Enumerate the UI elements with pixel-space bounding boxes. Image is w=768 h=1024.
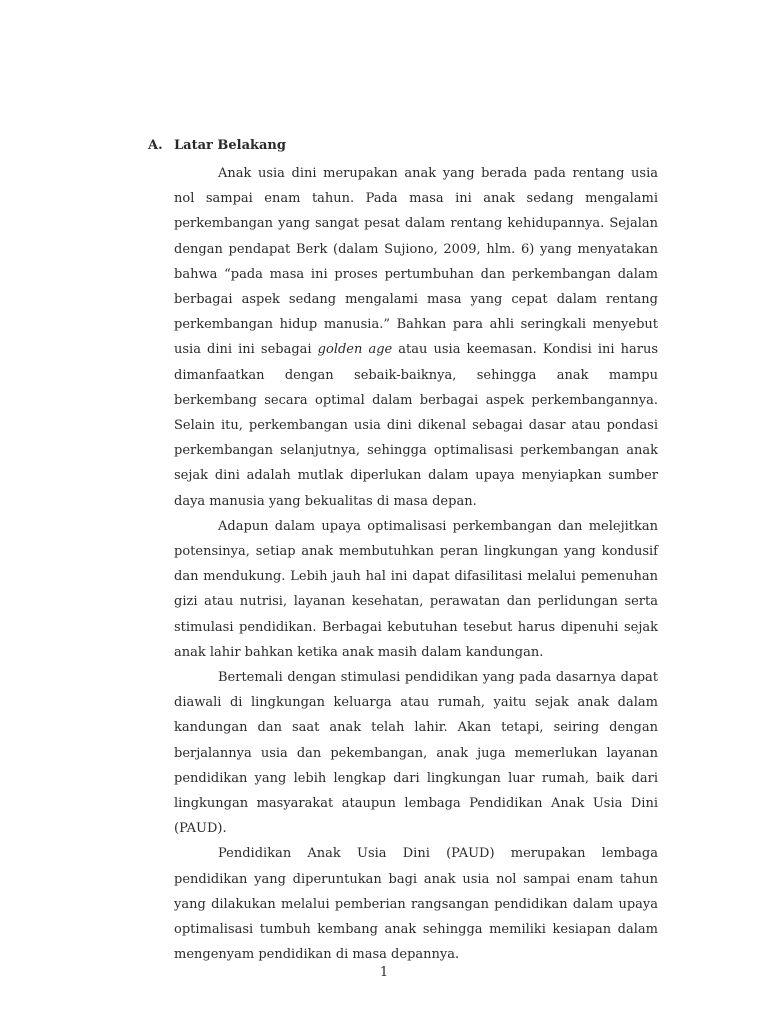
paragraph-4: Pendidikan Anak Usia Dini (PAUD) merupakan lembaga pendidikan yang diperuntukan bagi anak usia nol sampai enam tahun yang dilakukan melalui pemberian rangsangan pendidikan dalam upaya optimalisasi tumbuh kembang anak sehingga memiliki kesiapan dalam mengenyam pendidikan di masa depannya. (174, 846, 658, 963)
section-title: Latar Belakang (174, 138, 286, 153)
body-text (174, 161, 658, 968)
paragraph-3: Bertemali dengan stimulasi pendidikan yang pada dasarnya dapat diawali di lingkungan keluarga atau rumah, yaitu sejak anak dalam kandungan dan saat anak telah lahir. Akan tetapi, seiring dengan berjalannya usia dan pekembangan, anak juga memerlukan layanan pendidikan yang lebih lengkap dari lingkungan luar rumah, baik dari lingkungan masyarakat ataupun lembaga Pendidikan Anak Usia Dini (PAUD). (174, 670, 658, 837)
paragraph-1 (174, 161, 658, 514)
section-heading (148, 137, 286, 155)
section-letter: A. (148, 138, 163, 153)
paragraph-1-text-cont: atau usia keemasan. Kondisi ini harus dimanfaatkan dengan sebaik-baiknya, sehingga anak mampu berkembang secara optimal dalam berbagai aspek perkembangannya. Selain itu, perkembangan usia dini dikenal sebagai dasar atau pondasi perkembangan selanjutnya, sehingga optimalisasi perkembangan anak sejak dini adalah mutlak diperlukan dalam upaya menyiapkan sumber daya manusia yang bekualitas di masa depan. (174, 342, 658, 509)
page-number: 1 (379, 965, 389, 980)
paragraph-2: Adapun dalam upaya optimalisasi perkembangan dan melejitkan potensinya, setiap anak membutuhkan peran lingkungan yang kondusif dan mendukung. Lebih jauh hal ini dapat difasilitasi melalui pemenuhan gizi atau nutrisi, layanan kesehatan, perawatan dan perlidungan serta stimulasi pendidikan. Berbagai kebutuhan tesebut harus dipenuhi sejak anak lahir bahkan ketika anak masih dalam kandungan. (174, 518, 658, 660)
paragraph-1-italic-term: golden age (317, 342, 393, 358)
paragraph-1-text: Anak usia dini merupakan anak yang berada pada rentang usia nol sampai enam tahun. Pada masa ini anak sedang mengalami perkembangan yang sangat pesat dalam rentang kehidupannya. Sejalan dengan pendapat Berk (dalam Sujiono, 2009, hlm. 6) yang menyatakan bahwa “pada masa ini proses pertumbuhan dan perkembangan dalam berbagai aspek sedang mengalami masa yang cepat dalam rentang perkembangan hidup manusia.” Bahkan para ahli seringkali menyebut usia dini ini sebagai (174, 166, 658, 358)
